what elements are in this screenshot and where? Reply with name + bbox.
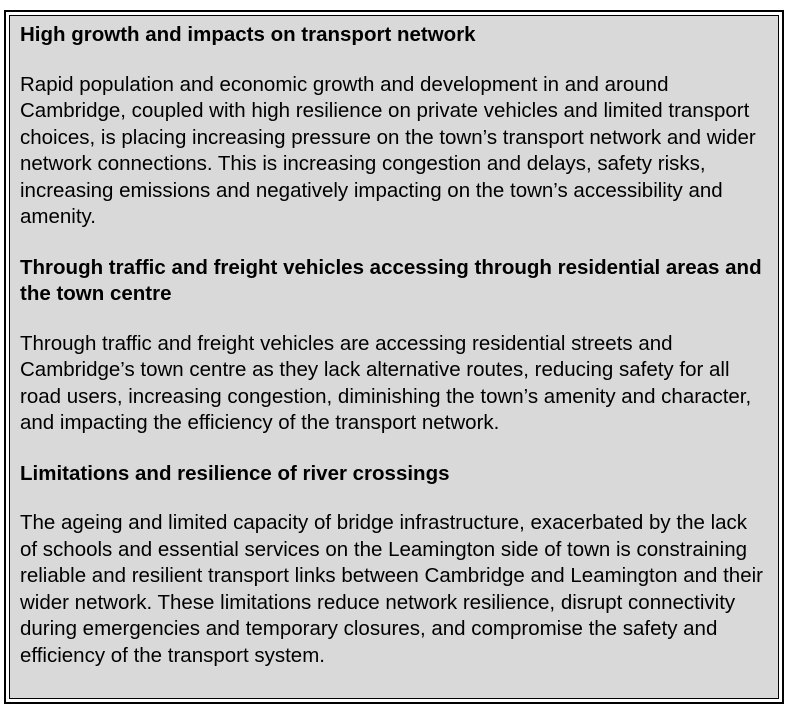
section-heading-through-traffic: Through traffic and freight vehicles accessing through residential areas and the town centre [20,255,762,305]
section-body-growth: Rapid population and economic growth and development in and around Cambridge, coupled with high resilience on private vehicles and limited transport choices, is placing increasing pressure on the town’s transport network and wider network connections. This is increasing congestion and delays, safety risks, increasing emissions and negatively impacting on the town’s accessibility and amenity. [20,72,756,228]
section-body-river-crossings: The ageing and limited capacity of bridge infrastructure, exacerbated by the lack of schools and essential services on the Leamington side of town is constraining reliable and resilient transport links between Cambridge and Leamington and their wider network. These limitations reduce network resilience, disrupt connectivity during emergencies and temporary closures, and compromise the safety and efficiency of the transport system. [20,511,763,667]
section-heading-river-crossings: Limitations and resilience of river crossings [20,461,450,485]
issues-text-box-inner [9,15,779,699]
section-heading-growth: High growth and impacts on transport network [20,23,476,46]
issues-text-box [4,10,784,704]
section-body-through-traffic: Through traffic and freight vehicles are accessing residential streets and Cambridge’s town centre as they lack alternative routes, reducing safety for all road users, increasing congestion, diminishing the town’s amenity and character, and impacting the efficiency of the transport network. [20,331,752,434]
